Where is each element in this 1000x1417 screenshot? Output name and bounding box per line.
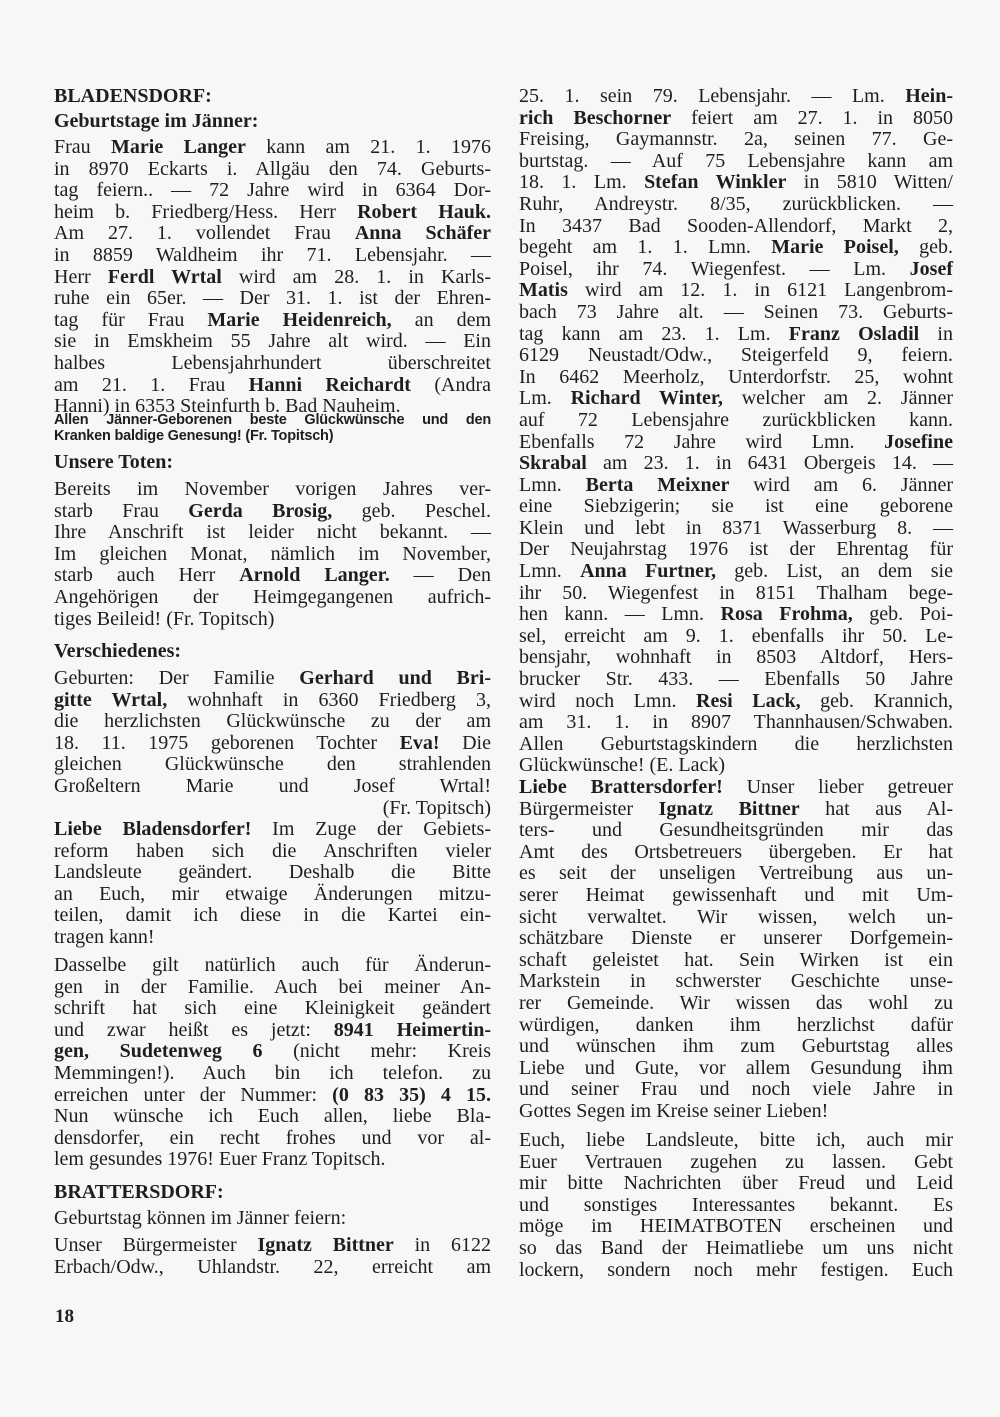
text-line [519,302,953,324]
left-column [54,0,491,1417]
text-line [519,475,953,497]
text-line [519,410,953,432]
text-line [519,367,953,389]
text-line [54,353,491,375]
text-run: (nicht mehr: Kreis [262,1040,491,1063]
text-run: wird am 28. 1. in Karls- [221,265,491,288]
bold-name: Gerda Brosig, [188,499,333,522]
text-run: Freising, Gaymannstr. 2a, seinen 77. Ge- [519,128,953,151]
text-line [54,927,491,949]
text-line [54,798,491,820]
section-heading [54,641,491,663]
text-run: schätzbare Dienste er unserer Dorfgemein- [519,927,953,950]
text-run: Im Zuge der Gebiets- [251,818,491,840]
text-run: wird noch Lmn. [519,689,697,712]
text-line [519,1152,953,1174]
text-run: Markstein in schwerster Geschichte unse- [519,970,953,993]
paragraph [519,1130,953,1281]
bold-name: rich Beschorner [519,106,672,129]
text-line [519,216,953,238]
text-line [54,288,491,310]
text-run: feiert am 27. 1. in 8050 [671,106,953,129]
text-line [519,108,953,130]
text-line [519,691,953,713]
text-line [519,561,953,583]
text-run: Bürgermeister [519,797,659,820]
text-run: in 6122 [393,1234,492,1256]
text-line [54,180,491,202]
text-line [54,1149,491,1171]
bold-name: Ignatz Bittner [257,1234,394,1256]
text-run: geb. List, an dem sie [715,560,953,583]
text-run: densdorfer, ein recht frohes und vor al- [54,1126,491,1149]
text-line [519,518,953,540]
text-line [519,669,953,691]
text-line [54,331,491,353]
text-line [54,998,491,1020]
text-line [54,884,491,906]
text-line [54,1257,491,1279]
text-line [54,86,491,108]
text-run: Frau [54,136,112,158]
text-run: Lm. [519,387,571,410]
text-run: BLADENSDORF: [54,85,212,107]
text-run: halbes Lebensjahrhundert überschreitet [54,351,491,374]
text-run: wird am 12. 1. in 6121 Langenbrom- [567,279,953,302]
paragraph [54,1208,491,1230]
text-line [54,137,491,159]
text-run: Ebenfalls 72 Jahre wird Lmn. [519,430,885,453]
text-run: ihr 50. Wiegenfest in 8151 Thalham bege- [519,581,953,604]
text-run: es seit der unseligen Vertreibung aus un- [519,862,953,885]
text-run: rer Gemeinde. Wir wissen das wohl zu [519,991,953,1014]
text-line [54,202,491,224]
paragraph [54,479,491,630]
text-run: tiges Beileid! (Fr. Topitsch) [54,607,275,630]
text-line [54,544,491,566]
text-run: würdigen, danken ihm herzlichst dafür [519,1013,953,1036]
text-line [519,734,953,756]
bold-name: Anna Furtner, [580,560,716,583]
text-line [54,159,491,181]
text-run: ruhe ein 65er. — Der 31. 1. ist der Ehren- [54,287,491,310]
text-line [519,1015,953,1037]
bold-name: gen, Sudetenweg 6 [54,1040,263,1063]
text-line [54,428,491,444]
text-run: brucker Str. 433. — Ebenfalls 50 Jahre [519,668,953,691]
text-line [519,885,953,907]
text-line [54,754,491,776]
text-line [519,820,953,842]
text-run: In 6462 Meerholz, Unterdorfstr. 25, wohnt [519,365,953,388]
text-line [519,129,953,151]
text-line [54,479,491,501]
bold-name: (0 83 35) 4 15. [332,1083,491,1106]
text-line [54,711,491,733]
text-run: starb Frau [54,499,189,522]
text-line [54,412,491,428]
text-run: Erbach/Odw., Uhlandstr. 22, erreicht am [54,1255,491,1278]
text-line [519,842,953,864]
text-line [519,863,953,885]
text-run: Memmingen!). Auch bin ich telefon. zu [54,1061,491,1084]
text-run: wohnhaft in 6360 Friedberg 3, [167,688,491,711]
text-run: eine Siebzigerin; sie ist eine geborene [519,495,953,518]
text-run: sicht verwaltet. Wir wissen, welch un- [519,905,953,928]
text-run: BRATTERSDORF: [54,1181,224,1203]
text-run: 18. 1. Lm. [519,171,645,194]
text-run: Klein und lebt in 8371 Wasserburg 8. — [519,516,953,539]
text-line [54,1085,491,1107]
text-line [519,777,953,799]
bold-name: Liebe Bladensdorfer! [54,818,252,840]
text-line [519,86,953,108]
text-line [519,496,953,518]
text-line [519,1216,953,1238]
bold-name: Berta Meixner [585,473,730,496]
text-line [54,1182,491,1204]
bold-name: Franz Osladil [788,322,920,345]
text-run: hen kann. — Lmn. [519,603,721,626]
bold-name: Robert Hauk. [357,200,491,223]
paragraph [519,777,953,1123]
bold-name: Ignatz Bittner [658,797,800,820]
text-run: Verschiedenes: [54,640,182,662]
text-line [54,587,491,609]
text-line [54,862,491,884]
text-run: (Andra [410,373,492,396]
text-run: Kranken baldige Genesung! (Fr. Topitsch) [54,428,334,444]
text-run: — Den [389,564,491,587]
text-run: ters- und Gesundheitsgründen mir das [519,819,953,842]
text-line [54,245,491,267]
text-line [54,1106,491,1128]
text-run: Geburtstage im Jänner: [54,110,259,132]
small-print-note [54,412,491,444]
text-run: an dem [391,308,492,331]
bold-name: Josef [909,257,953,280]
text-run: Dasselbe gilt natürlich auch für Änderun- [54,954,491,976]
text-run: heim b. Friedberg/Hess. Herr [54,200,358,223]
text-line [54,223,491,245]
text-line [54,1128,491,1150]
text-run: Die [439,731,491,754]
text-line [519,194,953,216]
text-run: Angehörigen der Heimgegangenen aufrich- [54,585,491,608]
text-line [519,712,953,734]
text-line [54,375,491,397]
bold-name: Gerhard und Bri- [299,667,491,689]
text-line [519,950,953,972]
text-line [54,267,491,289]
bold-name: Skrabal [519,452,587,475]
text-line [54,641,491,663]
text-run: tragen kann! [54,925,155,948]
text-line [54,1063,491,1085]
paragraph [54,1235,491,1278]
text-run: so das Band der Heimatliebe um uns nicht [519,1236,953,1259]
text-run: teilen, damit ich diese in die Kartei ein- [54,904,491,927]
text-line [519,1058,953,1080]
text-line [54,310,491,332]
text-run: erreichen unter der Nummer: [54,1083,333,1106]
bold-name: Hanni Reichardt [248,373,411,396]
text-run: und wünschen ihm zum Geburtstag alles [519,1035,953,1058]
text-run: geb. Krannich, [800,689,954,712]
text-run: am 31. 1. in 8907 Thannhausen/Schwaben. [519,711,953,734]
text-line [519,259,953,281]
text-line [54,501,491,523]
paragraph [54,137,491,418]
right-column [519,0,953,1417]
text-line [519,432,953,454]
text-run: 6129 Neustadt/Odw., Steigerfeld 9, feiern. [519,344,953,367]
text-run: Liebe und Gute, vor allem Gesundung ihm [519,1056,953,1079]
text-line [519,1130,953,1152]
text-line [519,907,953,929]
text-run: tag für Frau [54,308,208,331]
text-line [519,993,953,1015]
text-run: auf 72 Lebensjahre zurückblicken kann. [519,408,953,431]
text-run: Am 27. 1. vollendet Frau [54,222,355,245]
text-run: In 3437 Bad Sooden-Allendorf, Markt 2, [519,214,953,237]
text-run: Ruhr, Andreystr. 8/35, zurückblicken. — [519,192,953,215]
text-line [519,604,953,626]
text-run: Geburtstag können im Jänner feiern: [54,1207,347,1229]
text-line [519,1101,953,1123]
text-run: Der Neujahrstag 1976 ist der Ehrentag für [519,538,953,561]
text-line [519,647,953,669]
text-run: tag feiern.. — 72 Jahre wird in 6364 Dor- [54,179,491,202]
bold-name: Matis [519,279,568,302]
text-run: und seiner Frau und noch viele Jahre in [519,1078,953,1101]
text-run: in 8970 Eckarts i. Allgäu den 74. Geburts- [54,157,491,180]
text-line [54,1041,491,1063]
text-line [519,1238,953,1260]
text-line [54,609,491,631]
text-run: 18. 11. 1975 geborenen Tochter [54,731,400,754]
text-line [519,583,953,605]
text-run: schaft geleistet hat. Sein Wirken ist ein [519,948,953,971]
text-run: lockern, sondern noch mehr festigen. Euch [519,1258,953,1281]
text-run: und zwar heißt es jetzt: [54,1018,334,1041]
text-run: geb. Poi- [852,603,953,626]
text-run: burtstag. — Auf 75 Lebensjahre kann am [519,149,953,172]
text-run: 25. 1. sein 79. Lebensjahr. — Lm. [519,85,906,107]
bold-name: Eva! [399,731,440,754]
text-run: schrift hat sich eine Kleinigkeit geändert [54,997,491,1020]
text-run: gen in der Familie. Auch bei meiner An- [54,975,491,998]
text-line [519,626,953,648]
text-run: hat aus Al- [799,797,953,820]
text-run: am 21. 1. Frau [54,373,249,396]
paragraph [54,819,491,949]
text-run: Hanni) in 6353 Steinfurth b. Bad Nauheim. [54,395,401,418]
text-run: die herzlichsten Glückwünsche zu der am [54,710,491,733]
text-run: Landsleute geändert. Deshalb die Bitte [54,861,491,884]
text-line [519,755,953,777]
bold-name: Liebe Brattersdorfer! [519,776,723,798]
text-line [54,1020,491,1042]
text-line [54,977,491,999]
text-line [519,151,953,173]
text-run: Ihre Anschrift ist leider nicht bekannt. — [54,521,491,544]
text-run: Lmn. [519,560,581,583]
text-line [519,1036,953,1058]
section-heading [54,86,491,108]
text-run: Lmn. [519,473,586,496]
bold-name: Stefan Winkler [644,171,787,194]
text-run: in 8859 Waldheim ihr 71. Lebensjahr. — [54,243,491,266]
section-heading [54,452,491,474]
text-run: Im gleichen Monat, nämlich im November, [54,542,491,565]
text-line [519,345,953,367]
text-run: reform haben sich die Anschriften vieler [54,839,491,862]
text-line [54,905,491,927]
text-run: an Euch, mir etwaige Änderungen mitzu- [54,882,491,905]
text-line [54,733,491,755]
bold-name: Ferdl Wrtal [107,265,222,288]
text-run: Gottes Segen im Kreise seiner Lieben! [519,1099,829,1122]
text-run: bach 73 Jahre alt. — Seinen 73. Geburts- [519,300,953,323]
text-line [519,453,953,475]
text-run: Poisel, ihr 74. Wiegenfest. — Lm. [519,257,910,280]
text-line [519,388,953,410]
bold-name: Marie Heidenreich, [207,308,392,331]
text-line [519,1079,953,1101]
text-run: Unsere Toten: [54,451,174,473]
text-line [519,539,953,561]
bold-name: Josefine [884,430,953,453]
text-run: Bereits im November vorigen Jahres ver- [54,478,491,500]
bold-name: 8941 Heimertin- [333,1018,491,1041]
section-heading [54,111,491,133]
text-line [54,819,491,841]
text-run: Euer Vertrauen zugehen zu lassen. Gebt [519,1150,953,1173]
text-line [519,971,953,993]
text-run: serer Heimat gewissenhaft und mit Um- [519,883,953,906]
text-line [54,668,491,690]
text-line [519,1173,953,1195]
paragraph [54,668,491,819]
text-run: geb. Peschel. [332,499,491,522]
text-run: Geburten: Der Familie [54,667,300,689]
paragraph [54,955,491,1171]
text-run: Glückwünsche! (E. Lack) [519,754,726,777]
text-line [54,1208,491,1230]
text-line [519,799,953,821]
text-line [519,928,953,950]
text-run: bensjahr, wohnhaft in 8503 Altdorf, Hers- [519,646,953,669]
text-line [54,955,491,977]
text-run: Unser lieber getreuer [722,776,953,798]
text-run: Amt des Ortsbetreuers übergeben. Er hat [519,840,953,863]
text-run: begeht am 1. 1. Lmn. [519,236,772,259]
text-run: lem gesundes 1976! Euer Franz Topitsch. [54,1148,386,1171]
text-run: sie in Emskheim 55 Jahre alt wird. — Ein [54,330,491,353]
text-line [519,1195,953,1217]
text-run: Allen Jänner-Geborenen beste Glückwünsche und den [54,412,491,428]
text-run: (Fr. Topitsch) [382,796,491,819]
text-line [519,280,953,302]
text-run: am 23. 1. in 6431 Obergeis 14. — [586,452,953,475]
text-run: und sonstiges Interessantes bekannt. Es [519,1193,953,1216]
text-run: Allen Geburtstagskindern die herzlichsten [519,732,953,755]
text-run: welcher am 2. Jänner [722,387,953,410]
bold-name: Anna Schäfer [354,222,491,245]
section-heading [54,1182,491,1204]
text-run: in 5810 Witten/ [786,171,953,194]
text-run: tag kann am 23. 1. Lm. [519,322,789,345]
bold-name: Hein- [905,85,953,107]
text-run: möge im HEIMATBOTEN erscheinen und [519,1215,953,1238]
text-line [54,452,491,474]
paragraph [519,86,953,777]
bold-name: Marie Poisel, [771,236,899,259]
page-number: 18 [55,1306,74,1327]
text-run: sel, erreicht am 9. 1. ebenfalls ihr 50. Le- [519,624,953,647]
text-line [54,522,491,544]
text-line [519,237,953,259]
text-run: gleichen Glückwünsche den strahlenden [54,753,491,776]
text-run: Euch, liebe Landsleute, bitte ich, auch mir [519,1129,953,1151]
text-run: Unser Bürgermeister [54,1234,258,1256]
bold-name: Resi Lack, [696,689,801,712]
text-run: mir bitte Nachrichten über Freud und Leid [519,1172,953,1195]
text-line [519,1260,953,1282]
text-run: starb auch Herr [54,564,240,587]
text-run: geb. [898,236,953,259]
text-line [54,841,491,863]
bold-name: Marie Langer [111,136,246,158]
text-run: Nun wünsche ich Euch allen, liebe Bla- [54,1105,491,1128]
text-line [54,690,491,712]
text-line [54,776,491,798]
bold-name: Arnold Langer. [239,564,390,587]
bold-name: gitte Wrtal, [54,688,168,711]
bold-name: Richard Winter, [570,387,723,410]
text-run: Großeltern Marie und Josef Wrtal! [54,774,491,797]
text-run: wird am 6. Jänner [729,473,953,496]
text-line [519,324,953,346]
text-run: kann am 21. 1. 1976 [245,136,492,158]
text-line [54,1235,491,1257]
text-line [54,565,491,587]
text-run: in [919,322,953,345]
bold-name: Rosa Frohma, [720,603,853,626]
text-line [519,172,953,194]
text-run: Herr [54,265,108,288]
text-line [54,111,491,133]
